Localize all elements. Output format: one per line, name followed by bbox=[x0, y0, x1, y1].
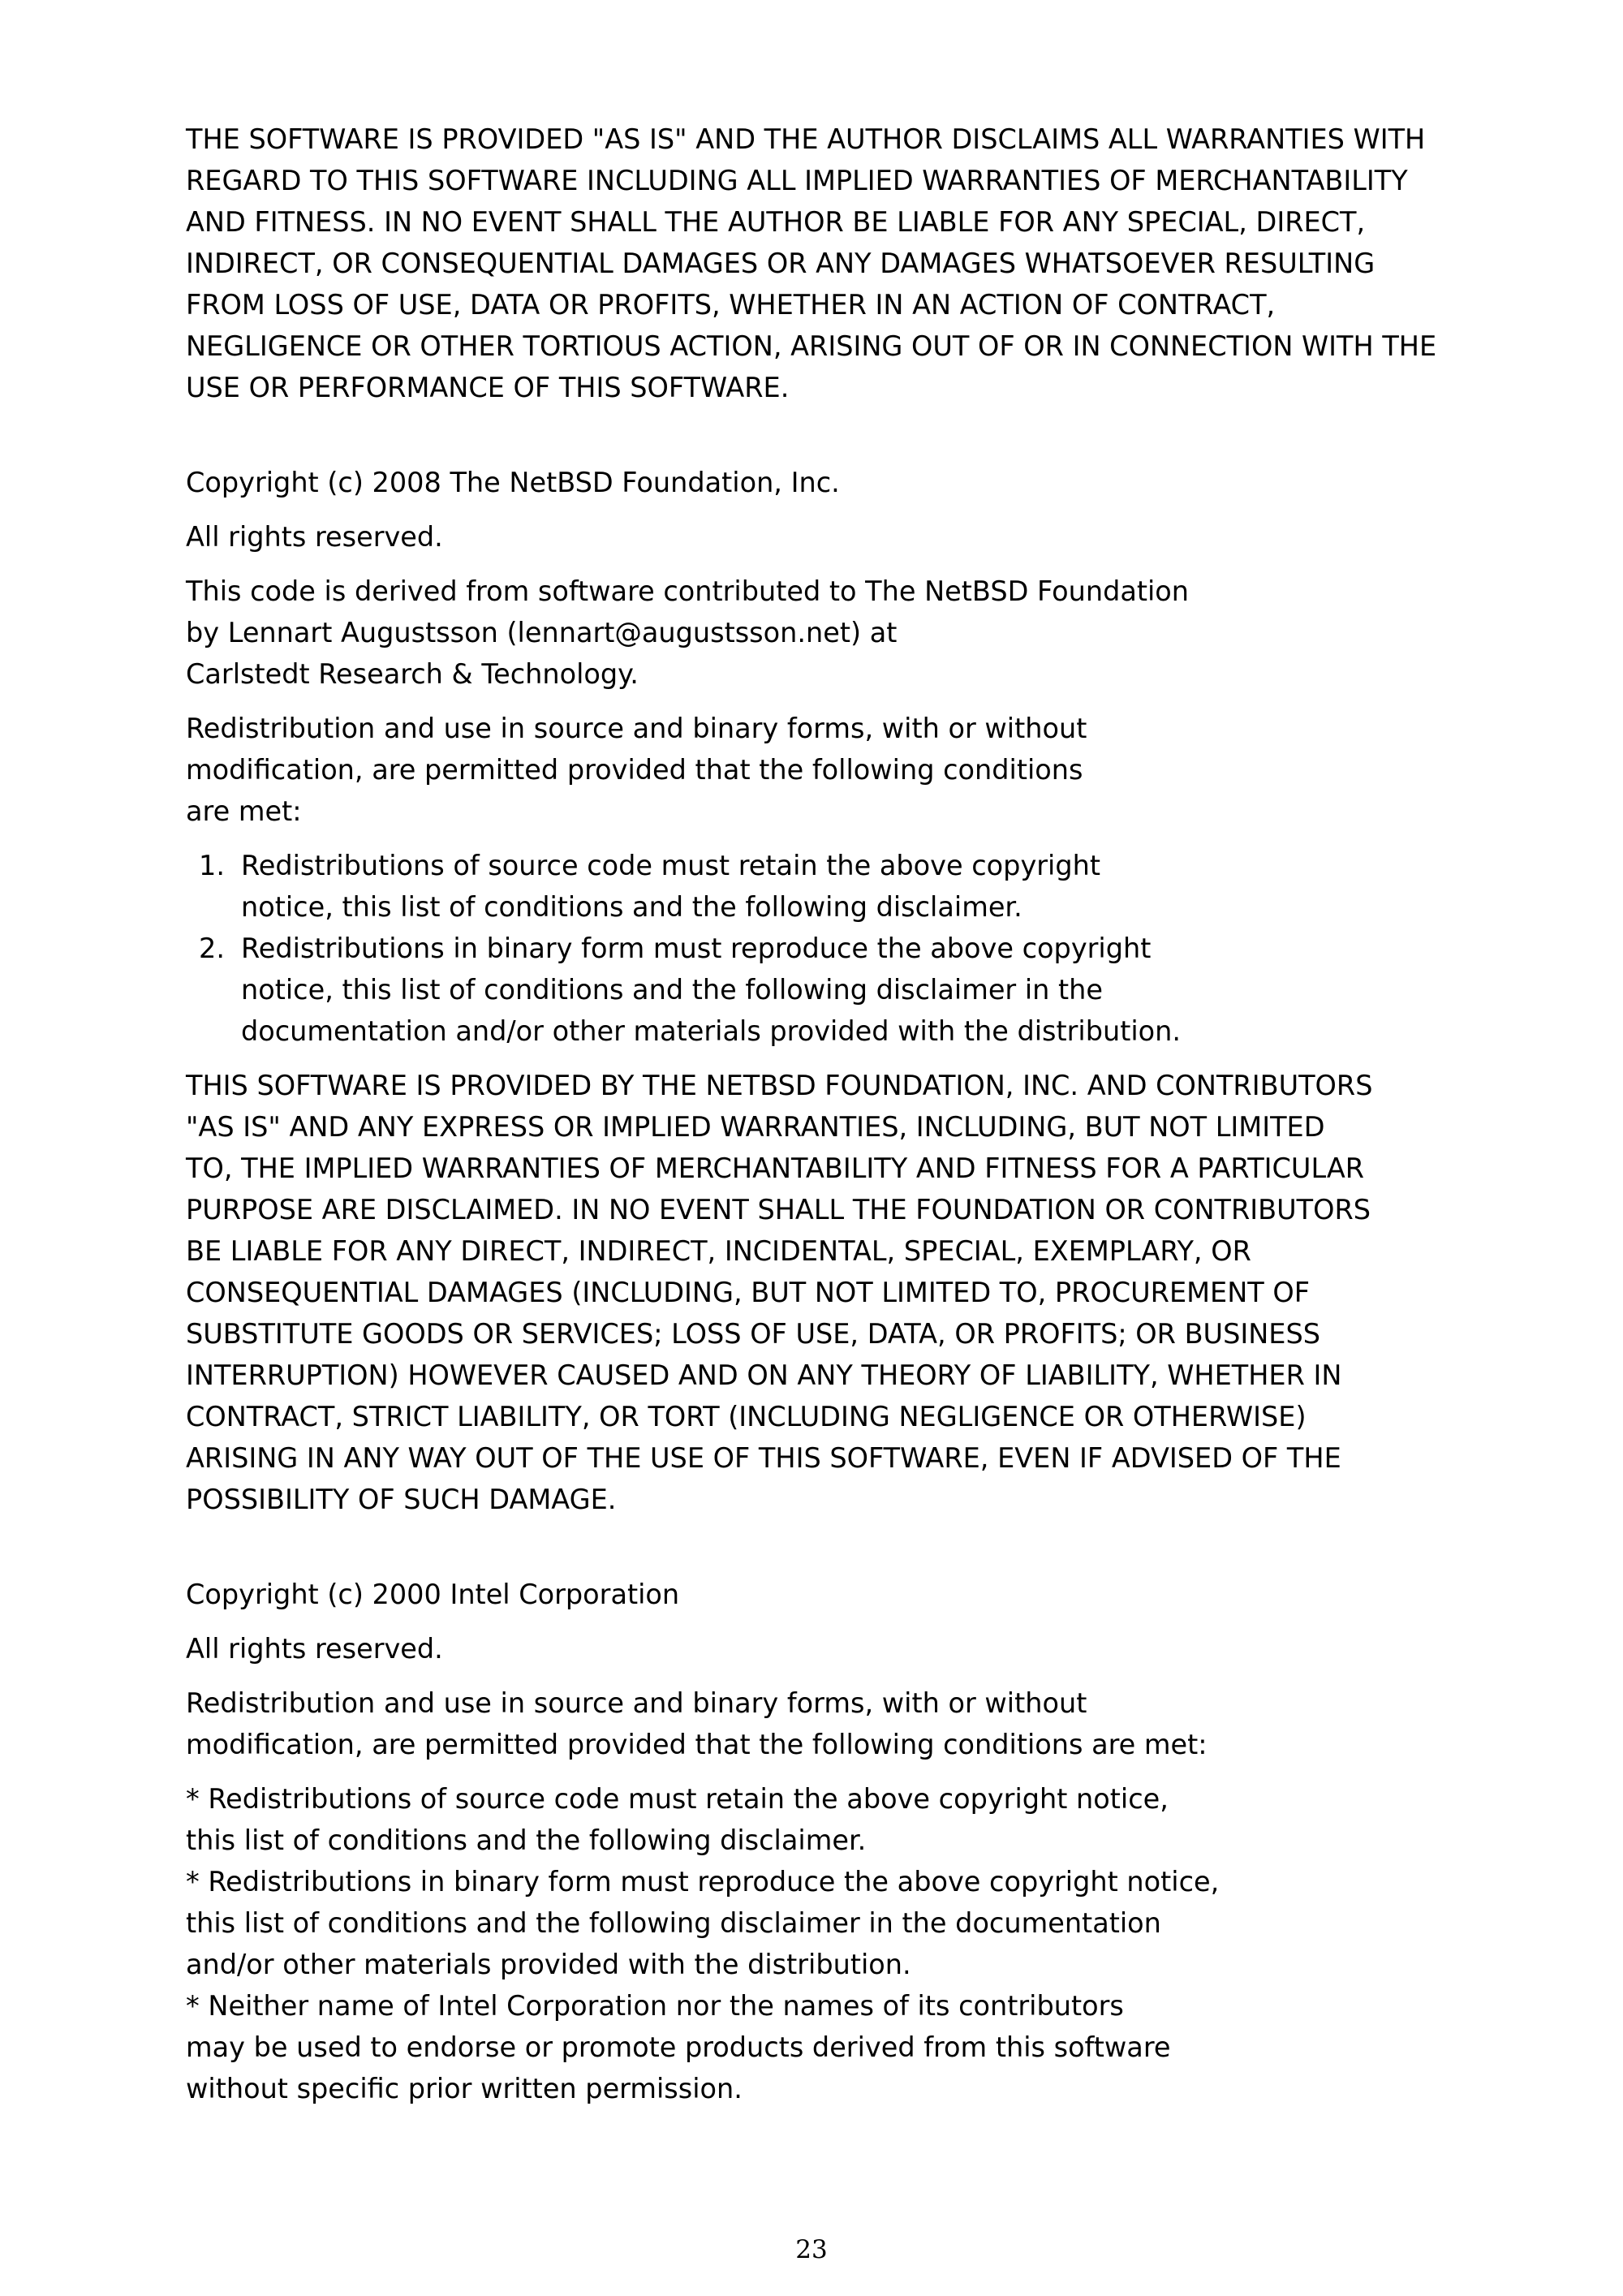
disclaimer-line: ARISING IN ANY WAY OUT OF THE USE OF THIS SOFTWARE, EVEN IF ADVISED OF THE bbox=[186, 1442, 1341, 1474]
netbsd-redistribution bbox=[186, 708, 1517, 832]
disclaimer-line: AND FITNESS. IN NO EVENT SHALL THE AUTHOR BE LIABLE FOR ANY SPECIAL, DIRECT, bbox=[186, 206, 1366, 238]
page-number: 23 bbox=[795, 2235, 828, 2264]
disclaimer-line: NEGLIGENCE OR OTHER TORTIOUS ACTION, ARISING OUT OF OR IN CONNECTION WITH THE bbox=[186, 330, 1437, 362]
disclaimer-line: CONTRACT, STRICT LIABILITY, OR TORT (INCLUDING NEGLIGENCE OR OTHERWISE) bbox=[186, 1401, 1307, 1432]
disclaimer-line: PURPOSE ARE DISCLAIMED. IN NO EVENT SHALL THE FOUNDATION OR CONTRIBUTORS bbox=[186, 1194, 1371, 1226]
disclaimer-line: "AS IS" AND ANY EXPRESS OR IMPLIED WARRANTIES, INCLUDING, BUT NOT LIMITED bbox=[186, 1111, 1325, 1143]
intel-copyright bbox=[186, 1574, 1517, 1615]
disclaimer-line: BE LIABLE FOR ANY DIRECT, INDIRECT, INCIDENTAL, SPECIAL, EXEMPLARY, OR bbox=[186, 1235, 1251, 1267]
disclaimer-line: INDIRECT, OR CONSEQUENTIAL DAMAGES OR ANY DAMAGES WHATSOEVER RESULTING bbox=[186, 248, 1375, 279]
list-item bbox=[186, 845, 1517, 928]
condition-line: this list of conditions and the following disclaimer. bbox=[186, 1824, 867, 1856]
list-item-line: Redistributions of source code must retain the above copyright bbox=[241, 850, 1100, 881]
intel-redistribution bbox=[186, 1682, 1517, 1765]
condition-line: * Redistributions in binary form must reproduce the above copyright notice, bbox=[186, 1866, 1220, 1898]
copyright-line: Copyright (c) 2008 The NetBSD Foundation, Inc. bbox=[186, 467, 840, 498]
section-spacer bbox=[186, 1533, 1517, 1574]
condition-line: and/or other materials provided with the distribution. bbox=[186, 1949, 911, 1980]
disclaimer-line: THE SOFTWARE IS PROVIDED "AS IS" AND THE AUTHOR DISCLAIMS ALL WARRANTIES WITH bbox=[186, 123, 1426, 155]
redistribution-line: Redistribution and use in source and binary forms, with or without bbox=[186, 1687, 1087, 1719]
redistribution-line: are met: bbox=[186, 795, 302, 827]
disclaimer-line: INTERRUPTION) HOWEVER CAUSED AND ON ANY THEORY OF LIABILITY, WHETHER IN bbox=[186, 1359, 1342, 1391]
netbsd-disclaimer bbox=[186, 1065, 1517, 1520]
disclaimer-line: CONSEQUENTIAL DAMAGES (INCLUDING, BUT NOT LIMITED TO, PROCUREMENT OF bbox=[186, 1277, 1310, 1308]
disclaimer-line: THIS SOFTWARE IS PROVIDED BY THE NETBSD FOUNDATION, INC. AND CONTRIBUTORS bbox=[186, 1070, 1373, 1101]
disclaimer-line: FROM LOSS OF USE, DATA OR PROFITS, WHETHER IN AN ACTION OF CONTRACT, bbox=[186, 289, 1276, 321]
condition-line: * Neither name of Intel Corporation nor the names of its contributors bbox=[186, 1990, 1124, 2022]
list-item bbox=[186, 928, 1517, 1052]
list-item-line: notice, this list of conditions and the following disclaimer in the bbox=[241, 974, 1104, 1006]
derived-line: This code is derived from software contributed to The NetBSD Foundation bbox=[186, 575, 1190, 607]
condition-line: this list of conditions and the following disclaimer in the documentation bbox=[186, 1907, 1161, 1939]
netbsd-derived-notice bbox=[186, 571, 1517, 695]
rights-line: All rights reserved. bbox=[186, 521, 443, 553]
condition-line: without specific prior written permission. bbox=[186, 2073, 743, 2104]
list-item-line: notice, this list of conditions and the following disclaimer. bbox=[241, 891, 1022, 923]
list-item-number: 1. bbox=[199, 850, 225, 881]
netbsd-rights bbox=[186, 516, 1517, 558]
intel-conditions bbox=[186, 1778, 1517, 2109]
redistribution-line: modification, are permitted provided that the following conditions are met: bbox=[186, 1729, 1208, 1760]
condition-line: * Redistributions of source code must retain the above copyright notice, bbox=[186, 1783, 1169, 1815]
condition-line: may be used to endorse or promote products derived from this software bbox=[186, 2031, 1171, 2063]
redistribution-line: modification, are permitted provided that the following conditions bbox=[186, 754, 1083, 786]
netbsd-conditions-list bbox=[186, 845, 1517, 1052]
list-item-line: Redistributions in binary form must reproduce the above copyright bbox=[241, 933, 1152, 964]
disclaimer-line: REGARD TO THIS SOFTWARE INCLUDING ALL IMPLIED WARRANTIES OF MERCHANTABILITY bbox=[186, 165, 1408, 196]
copyright-line: Copyright (c) 2000 Intel Corporation bbox=[186, 1579, 680, 1610]
redistribution-line: Redistribution and use in source and binary forms, with or without bbox=[186, 713, 1087, 744]
derived-line: Carlstedt Research & Technology. bbox=[186, 658, 639, 690]
rights-line: All rights reserved. bbox=[186, 1633, 443, 1665]
disclaimer-line: USE OR PERFORMANCE OF THIS SOFTWARE. bbox=[186, 372, 790, 403]
disclaimer-line: SUBSTITUTE GOODS OR SERVICES; LOSS OF USE, DATA, OR PROFITS; OR BUSINESS bbox=[186, 1318, 1320, 1350]
derived-line: by Lennart Augustsson (lennart@augustsson.net) at bbox=[186, 617, 898, 648]
list-item-number: 2. bbox=[199, 933, 225, 964]
list-item-line: documentation and/or other materials provided with the distribution. bbox=[241, 1015, 1182, 1047]
section-spacer bbox=[186, 421, 1517, 462]
license-document bbox=[186, 118, 1517, 2122]
disclaimer-line: POSSIBILITY OF SUCH DAMAGE. bbox=[186, 1484, 617, 1515]
author-disclaimer bbox=[186, 118, 1517, 408]
intel-rights bbox=[186, 1628, 1517, 1669]
netbsd-copyright bbox=[186, 462, 1517, 503]
disclaimer-line: TO, THE IMPLIED WARRANTIES OF MERCHANTABILITY AND FITNESS FOR A PARTICULAR bbox=[186, 1152, 1365, 1184]
